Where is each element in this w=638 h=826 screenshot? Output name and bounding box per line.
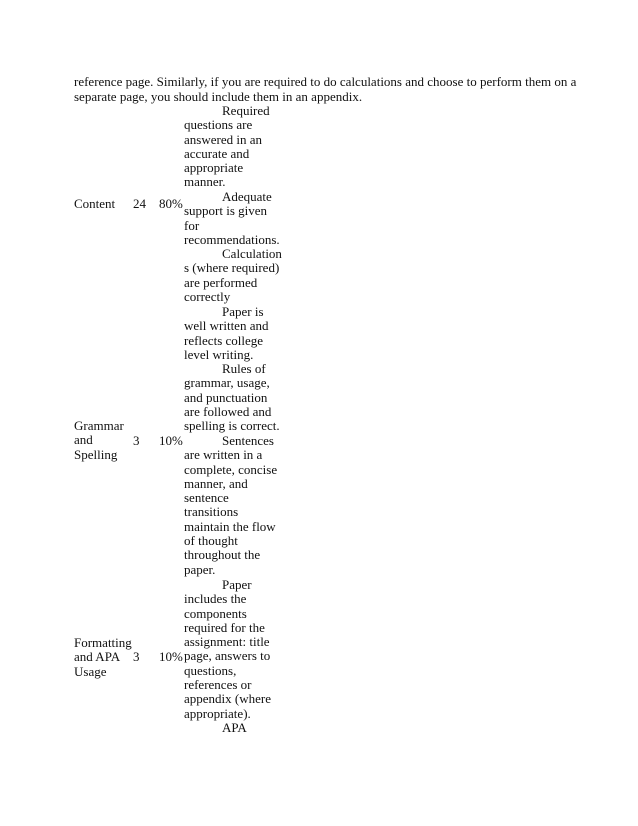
criterion-content-required-questions: Required questions are answered in an accurate and appropriate manner. [184,103,270,190]
points-content: 24 [133,196,146,211]
criterion-grammar-rules: Rules of grammar, usage, and punctuation are followed and spelling is correct. [184,361,280,434]
intro-line: reference page. Similarly, if you are required to do calculations and choose to perform them on a [74,74,577,89]
intro-line: separate page, you should include them in an appendix. [74,89,363,104]
criterion-formatting-components: Paper includes the components required for the assignment: title page, answers to questions, references or appendix (where appropriate). [184,577,271,721]
weight-grammar: 10% [159,433,183,448]
points-formatting: 3 [133,649,140,664]
weight-formatting: 10% [159,649,183,664]
intro-paragraph [74,74,577,104]
weight-content: 80% [159,196,183,211]
criterion-formatting-apa: APA [222,720,247,735]
criterion-grammar-sentences: Sentences are written in a complete, concise manner, and sentence transitions maintain the flow of thought throughout the paper. [184,433,278,577]
points-grammar: 3 [133,433,140,448]
criterion-content-calculations: Calculation s (where required) are performed correctly [184,246,282,304]
criterion-grammar-well-written: Paper is well written and reflects college level writing. [184,304,269,362]
category-formatting-and-apa-usage: Formatting and APA Usage [74,635,132,679]
criterion-content-adequate-support: Adequate support is given for recommendations. [184,189,280,247]
category-grammar-and-spelling: Grammar and Spelling [74,418,124,462]
category-content: Content [74,196,116,211]
